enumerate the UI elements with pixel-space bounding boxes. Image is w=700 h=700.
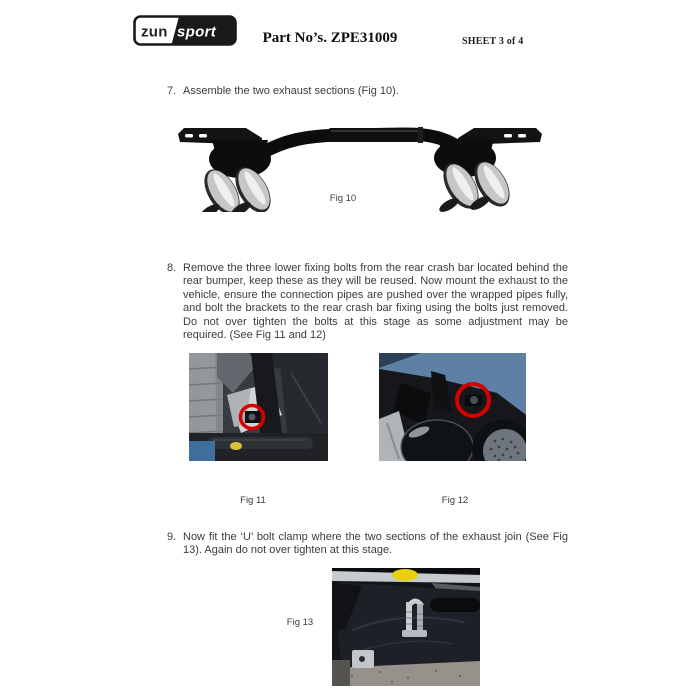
step-7-number: 7. (167, 85, 177, 97)
logo-sport-text: sport (177, 23, 216, 41)
step-8-text: Remove the three lower fixing bolts from the rear crash bar located behind the rear bumper, keep these as they will be reused. Now mount the exhaust to the vehicle, ensure the connection pipes are pushed over the wrapped pipes fully, and bolt the brackets to the rear crash bar fixing using the bolts just removed. Do not over tighten the bolts at this stage as some adjustment may be required. (See Fig 11 and 12) (183, 262, 568, 342)
blue-lift-post (189, 441, 215, 461)
sheet-number: SHEET 3 of 4 (462, 36, 524, 47)
step-9-text: Now fit the ‘U’ bolt clamp where the two sections of the exhaust join (See Fig 13). Again do not over tighten at this stage. (183, 531, 568, 557)
zunsport-logo (133, 15, 237, 46)
part-number-title: Part No’s. ZPE31009 (262, 30, 398, 46)
fig10-caption: Fig 10 (329, 193, 357, 204)
step-9-number: 9. (167, 531, 177, 543)
yellow-object (392, 569, 418, 581)
fig11-caption: Fig 11 (240, 495, 266, 506)
fig12-caption: Fig 12 (441, 495, 469, 506)
fig12-photo (379, 353, 526, 461)
step-8-number: 8. (167, 262, 177, 274)
step-7-text: Assemble the two exhaust sections (Fig 10). (183, 85, 399, 97)
logo-zun-text: zun (141, 23, 168, 41)
fig11-photo (189, 353, 328, 461)
fig13-caption: Fig 13 (286, 617, 314, 628)
fig13-photo (332, 568, 480, 686)
